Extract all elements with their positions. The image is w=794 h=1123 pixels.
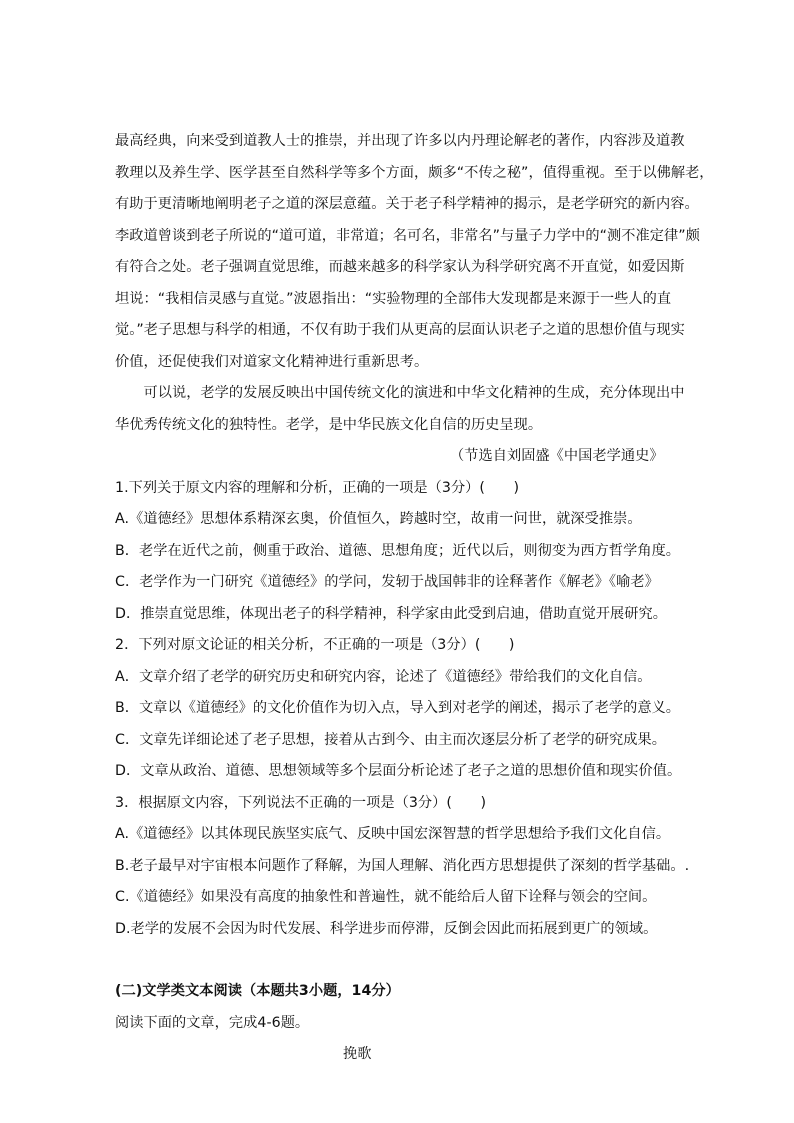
passage-line: 华优秀传统文化的独特性。老学，是中华民族文化自信的历史呈现。 [115, 417, 543, 433]
question-2-option-b: B．文章以《道德经》的文化价值作为切入点，导入到对老学的阐述，揭示了老学的意义。 [115, 700, 681, 716]
source-citation: （节选自刘固盛《中国老学通史》 [450, 448, 664, 464]
question-3-option-c: C.《道德经》如果没有高度的抽象性和普遍性，就不能给后人留下诠释与领会的空间。 [115, 889, 657, 905]
question-1-option-a: A.《道德经》思想体系精深玄奥，价值恒久，跨越时空，故甫一问世，就深受推崇。 [115, 511, 642, 527]
passage-line: 有助于更清晰地阐明老子之道的深层意蕴。关于老子科学精神的揭示，是老学研究的新内容。 [115, 196, 699, 212]
question-2-option-a: A．文章介绍了老学的研究历史和研究内容，论述了《道德经》带给我们的文化自信。 [115, 669, 652, 685]
passage-line: 李政道曾谈到老子所说的“道可道，非常道；名可名，非常名”与量子力学中的“测不准定律”颇 [115, 228, 700, 244]
question-3: 3．根据原文内容，下列说法不正确的一项是（3分）( ) [115, 795, 487, 811]
passage-line: 教理以及养生学、医学甚至自然科学等多个方面，颇多“不传之秘”，值得重视。至于以佛解老， [115, 165, 714, 181]
passage-line: 有符合之处。老子强调直觉思维，而越来越多的科学家认为科学研究离不开直觉，如爱因斯 [115, 259, 685, 275]
question-1-option-c: C．老学作为一门研究《道德经》的学问，发轫于战国韩非的诠释著作《解老》《喻老》 [115, 574, 659, 590]
passage-line: 坦说：“我相信灵感与直觉。”波恩指出：“实验物理的全部伟大发现都是来源于一些人的直 [115, 291, 672, 307]
passage-line: 最高经典，向来受到道教人士的推崇，并出现了许多以内丹理论解老的著作，内容涉及道教 [115, 133, 685, 149]
question-1-option-d: D．推崇直觉思维，体现出老子的科学精神，科学家由此受到启迪，借助直觉开展研究。 [115, 606, 668, 622]
question-2-option-c: C．文章先详细论述了老子思想，接着从古到今、由主而次逐层分析了老学的研究成果。 [115, 732, 666, 748]
passage-line: 觉。”老子思想与科学的相通，不仅有助于我们从更高的层面认识老子之道的思想价值与现实 [115, 322, 685, 338]
article-title: 挽歌 [343, 1046, 372, 1062]
question-2-option-d: D．文章从政治、道德、思想领域等多个层面分析论述了老子之道的思想价值和现实价值。 [115, 763, 682, 779]
instruction-text: 阅读下面的文章，完成4-6题。 [115, 1015, 310, 1031]
question-3-option-a: A.《道德经》以其体现民族坚实底气、反映中国宏深智慧的哲学思想给予我们文化自信。 [115, 826, 671, 842]
passage-line: 可以说，老学的发展反映出中国传统文化的演进和中华文化精神的生成，充分体现出中 [115, 385, 685, 401]
question-1-option-b: B．老学在近代之前，侧重于政治、道德、思想角度；近代以后，则彻变为西方哲学角度。 [115, 543, 681, 559]
question-3-option-d: D.老学的发展不会因为时代发展、科学进步而停滞，反倒会因此而拓展到更广的领域。 [115, 921, 658, 937]
passage-line: 价值，还促使我们对道家文化精神进行重新思考。 [115, 354, 429, 370]
question-2: 2．下列对原文论证的相关分析，不正确的一项是（3分）( ) [115, 637, 515, 653]
question-1: 1.下列关于原文内容的理解和分析，正确的一项是（3分）( ) [115, 480, 520, 496]
section-heading: (二)文学类文本阅读（本题共3小题，14分） [115, 983, 400, 999]
question-3-option-b: B.老子最早对宇宙根本问题作了释解，为国人理解、消化西方思想提供了深刻的哲学基础。. [115, 858, 690, 874]
